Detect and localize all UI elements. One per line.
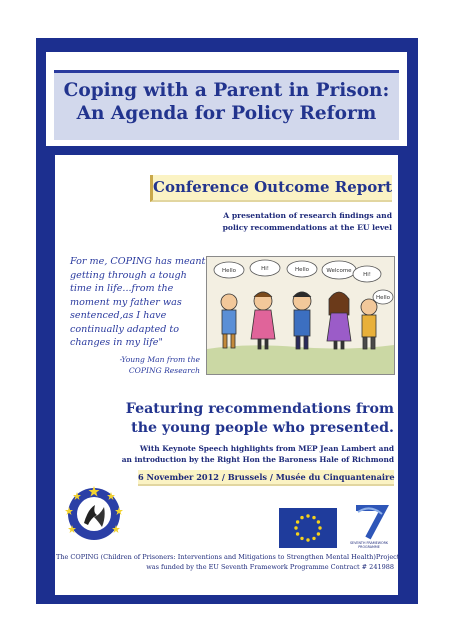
fp7-logo <box>346 502 392 550</box>
report-heading: Conference Outcome Report <box>153 178 393 196</box>
funding-footer <box>56 552 400 572</box>
report-subtitle <box>223 210 392 234</box>
report-heading-box <box>150 175 392 202</box>
report-subtitle-line-1: A presentation of research findings and <box>223 211 392 220</box>
coping-logo <box>64 485 124 543</box>
fp7-label-line-2: PROGRAMME <box>358 545 380 549</box>
keynote-line-2: an introduction by the Right Hon the Baroness Hale of Richmond <box>121 455 394 464</box>
eu-flag-logo <box>279 508 337 548</box>
child-drawing-illustration <box>207 257 394 374</box>
bubble-text-5: Hi! <box>363 272 371 278</box>
bubble-text-3: Hello <box>295 267 309 273</box>
feature-line-1: Featuring recommendations from <box>125 401 394 417</box>
event-date-box <box>138 470 394 486</box>
title-line-2: An Agenda for Policy Reform <box>76 103 377 124</box>
report-subtitle-line-2: policy recommendations at the EU level <box>222 223 392 232</box>
feature-heading <box>110 400 394 438</box>
eu-flag-graphic <box>279 508 337 548</box>
event-date-location: 6 November 2012 / Brussels / Musée du Cinquantenaire <box>138 472 395 482</box>
quote-author-line-1: -Young Man from the <box>119 355 200 364</box>
feature-line-2: the young people who presented. <box>131 420 394 436</box>
quote-author <box>100 354 200 376</box>
fp7-label-line-1: SEVENTH FRAMEWORK <box>349 541 389 545</box>
coping-logo-graphic <box>64 485 124 543</box>
footer-line-2: was funded by the EU Seventh Framework Programme Contract # 241988 <box>146 563 394 571</box>
footer-line-1: The COPING (Children of Prisoners: Interventions and Mitigations to Strengthen Mental Health)Project <box>56 553 400 561</box>
quote-text: For me, COPING has meant getting through a tough time in life...from the moment my father was sentenced,as I have continually adapted to changes in my life" <box>70 256 206 348</box>
bubble-text-2: Hi! <box>261 266 269 272</box>
title-box <box>54 70 399 140</box>
keynote-text <box>122 443 394 465</box>
bubble-text-4: Welcome <box>326 268 352 274</box>
keynote-line-1: With Keynote Speech highlights from MEP Jean Lambert and <box>139 444 394 453</box>
bubble-text-6: Hello <box>376 295 390 301</box>
fp7-logo-graphic <box>346 502 392 550</box>
quote-author-line-2: COPING Research <box>128 366 200 375</box>
title-line-1: Coping with a Parent in Prison: <box>63 80 390 101</box>
bubble-text-1: Hello <box>222 268 236 274</box>
child-drawing-image <box>206 256 395 375</box>
